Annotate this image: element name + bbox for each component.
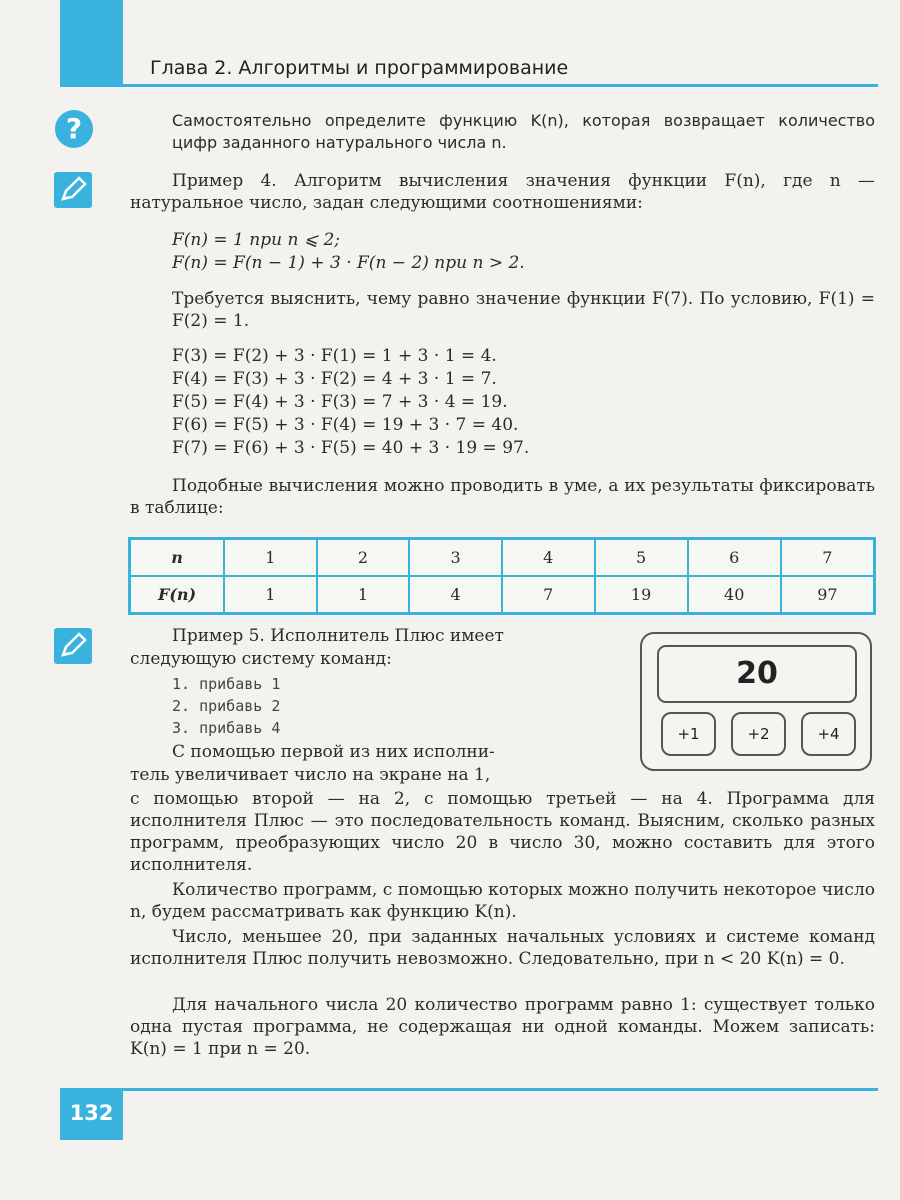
- pencil-icon: [54, 628, 92, 664]
- table-cell: 4: [502, 539, 595, 577]
- plus-executor-device: [640, 632, 872, 771]
- table-cell: 1: [317, 576, 410, 614]
- table-cell: 7: [781, 539, 875, 577]
- table-cell: 19: [595, 576, 688, 614]
- calc-line: F(5) = F(4) + 3 · F(3) = 7 + 3 · 4 = 19.: [172, 392, 508, 412]
- pencil-icon: [54, 172, 92, 208]
- example5-paragraph: с помощью второй — на 2, с помощью третьей — на 4. Программа для исполнителя Плюс — это последовательность команд. Выясним, сколько разных программ, преобразующих число 20 в число 30, можно составить для этого исполнителя.: [130, 789, 875, 875]
- calc-line: F(6) = F(5) + 3 · F(4) = 19 + 3 · 7 = 40.: [172, 415, 519, 435]
- example4-task: Требуется выяснить, чему равно значение функции F(7). По условию, F(1) = F(2) = 1.: [172, 289, 875, 331]
- footer-divider: [60, 1088, 878, 1091]
- header-accent-bar: [60, 0, 123, 86]
- table-row-f: [130, 576, 875, 614]
- plus-1-button[interactable]: +1: [661, 712, 716, 756]
- table-cell: n: [130, 539, 225, 577]
- function-table: [128, 537, 876, 615]
- page-number: 132: [60, 1088, 123, 1140]
- chapter-title: Глава 2. Алгоритмы и программирование: [150, 57, 569, 79]
- example5-text-2: тель увеличивает число на экране на 1,: [130, 765, 491, 785]
- calc-line: F(3) = F(2) + 3 · F(1) = 1 + 3 · 1 = 4.: [172, 346, 497, 366]
- table-cell: 6: [688, 539, 781, 577]
- table-row-n: [130, 539, 875, 577]
- table-cell: 7: [502, 576, 595, 614]
- question-text: Самостоятельно определите функцию K(n), которая возвращает количество цифр заданного натурального числа n.: [172, 111, 875, 152]
- plus-2-button[interactable]: +2: [731, 712, 786, 756]
- example4-intro: Пример 4. Алгоритм вычисления значения функции F(n), где n — натуральное число, задан следующими соотношениями:: [130, 171, 875, 213]
- table-cell: 97: [781, 576, 875, 614]
- table-cell: 40: [688, 576, 781, 614]
- example5-paragraph: Количество программ, с помощью которых можно получить некоторое число n, будем рассматривать как функцию K(n).: [130, 880, 875, 922]
- table-cell: 1: [224, 539, 317, 577]
- command-item: 2. прибавь 2: [172, 697, 281, 715]
- table-cell: 2: [317, 539, 410, 577]
- example5-text-1: С помощью первой из них исполни-: [172, 742, 495, 762]
- example5-intro-2: следующую систему команд:: [130, 649, 392, 669]
- calc-line: F(7) = F(6) + 3 · F(5) = 40 + 3 · 19 = 97.: [172, 438, 530, 458]
- table-cell: 1: [224, 576, 317, 614]
- example5-paragraph: Для начального числа 20 количество программ равно 1: существует только одна пустая программа, не содержащая ни одной команды. Можем записать: K(n) = 1 при n = 20.: [130, 995, 875, 1059]
- table-cell: F(n): [130, 576, 225, 614]
- example5-paragraph: Число, меньшее 20, при заданных начальных условиях и системе команд исполнителя Плюс получить невозможно. Следовательно, при n < 20 K(n) = 0.: [130, 927, 875, 969]
- example5-intro-1: Пример 5. Исполнитель Плюс имеет: [172, 626, 504, 646]
- table-intro: Подобные вычисления можно проводить в уме, а их результаты фиксировать в таблице:: [130, 476, 875, 518]
- table-cell: 4: [409, 576, 502, 614]
- header-divider: [60, 84, 878, 87]
- table-cell: 5: [595, 539, 688, 577]
- table-cell: 3: [409, 539, 502, 577]
- command-item: 1. прибавь 1: [172, 675, 281, 693]
- plus-4-button[interactable]: +4: [801, 712, 856, 756]
- rule-line-2: F(n) = F(n − 1) + 3 · F(n − 2) при n > 2.: [172, 253, 525, 273]
- rule-line-1: F(n) = 1 при n ⩽ 2;: [172, 230, 341, 250]
- device-screen: 20: [657, 645, 857, 703]
- question-icon: ?: [55, 110, 93, 148]
- calc-line: F(4) = F(3) + 3 · F(2) = 4 + 3 · 1 = 7.: [172, 369, 497, 389]
- command-item: 3. прибавь 4: [172, 719, 281, 737]
